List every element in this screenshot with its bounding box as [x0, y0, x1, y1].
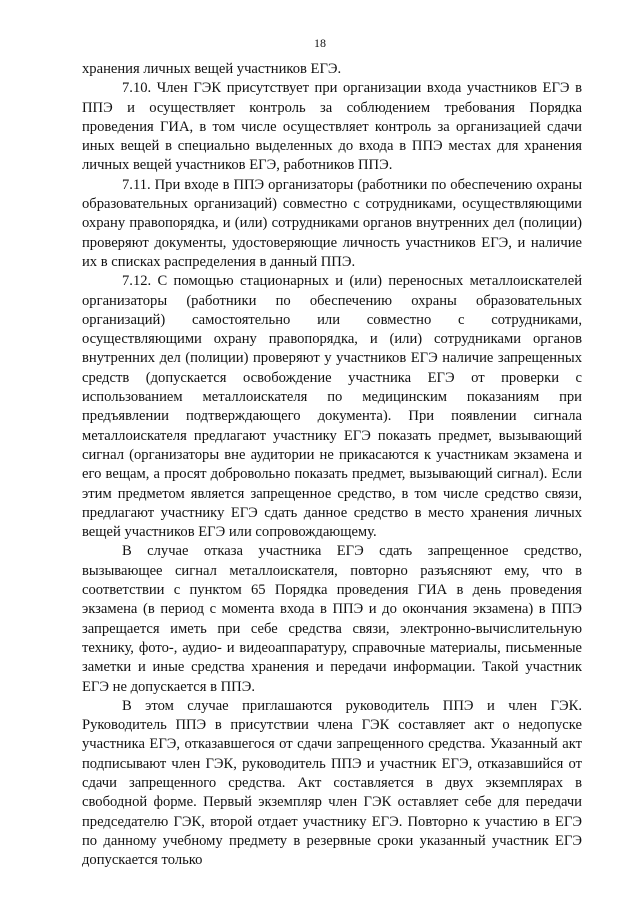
paragraph-refusal: В случае отказа участника ЕГЭ сдать запрещенное средство, вызывающее сигнал металлоискателя, повторно разъясняют ему, что в соответствии с пунктом 65 Порядка проведения ГИА в день проведения экзамена (в период с момента входа в ППЭ и до окончания экзамена) в ППЭ запрещается иметь при себе средства связи, электронно-вычислительную технику, фото-, аудио- и видеоаппаратуру, справочные материалы, письменные заметки и иные средства хранения и передачи информации. Такой участник ЕГЭ не допускается в ППЭ. [82, 543, 582, 695]
paragraph-continuation: хранения личных вещей участников ЕГЭ. [82, 61, 342, 77]
paragraph-7-10: 7.10. Член ГЭК присутствует при организации входа участников ЕГЭ в ППЭ и осуществляет контроль за соблюдением требования Порядка проведения ГИА, в том числе осуществляет контроль за организацией сдачи иных вещей в специально выделенных до входа в ППЭ местах для хранения личных вещей участников ЕГЭ, работников ППЭ. [82, 80, 582, 174]
paragraph-act: В этом случае приглашаются руководитель ППЭ и член ГЭК. Руководитель ППЭ в присутствии члена ГЭК составляет акт о недопуске участника ЕГЭ, отказавшегося от сдачи запрещенного средства. Указанный акт подписывают член ГЭК, руководитель ППЭ и участник ЕГЭ, отказавшийся от сдачи запрещенного средства. Акт составляется в двух экземплярах в свободной форме. Первый экземпляр член ГЭК оставляет себе для передачи председателю ГЭК, второй отдает участнику ЕГЭ. Повторно к участию в ЕГЭ по данному учебному предмету в резервные сроки указанный участник ЕГЭ допускается только [82, 697, 582, 869]
paragraph-7-12: 7.12. С помощью стационарных и (или) переносных металлоискателей организаторы (работники по обеспечению охраны образовательных организаций) самостоятельно или совместно с сотрудниками, осуществляющими охрану правопорядка, и (или) сотрудниками органов внутренних дел (полиции) проверяют у участников ЕГЭ наличие запрещенных средств (допускается освобождение участника ЕГЭ от проверки с использованием металлоискателя по медицинским показаниям при предъявлении подтверждающего документа). При появлении сигнала металлоискателя предлагают участнику ЕГЭ показать предмет, вызывающий сигнал (организаторы вне аудитории не прикасаются к участникам экзамена и его вещам, а просят добровольно показать предмет, вызывающий сигнал). Если этим предметом является запрещенное средство, в том числе средство связи, предлагают участнику ЕГЭ сдать данное средство в место хранения личных вещей участников ЕГЭ или сопровождающему. [82, 273, 582, 541]
page-number: 18 [314, 36, 326, 50]
paragraph-7-11: 7.11. При входе в ППЭ организаторы (работники по обеспечению охраны образовательных организаций) совместно с сотрудниками, осуществляющими охрану правопорядка, и (или) сотрудниками органов внутренних дел (полиции) проверяют документы, удостоверяющие личность участников ЕГЭ, и наличие их в списках распределения в данный ППЭ. [82, 176, 582, 270]
body-text [82, 60, 582, 870]
